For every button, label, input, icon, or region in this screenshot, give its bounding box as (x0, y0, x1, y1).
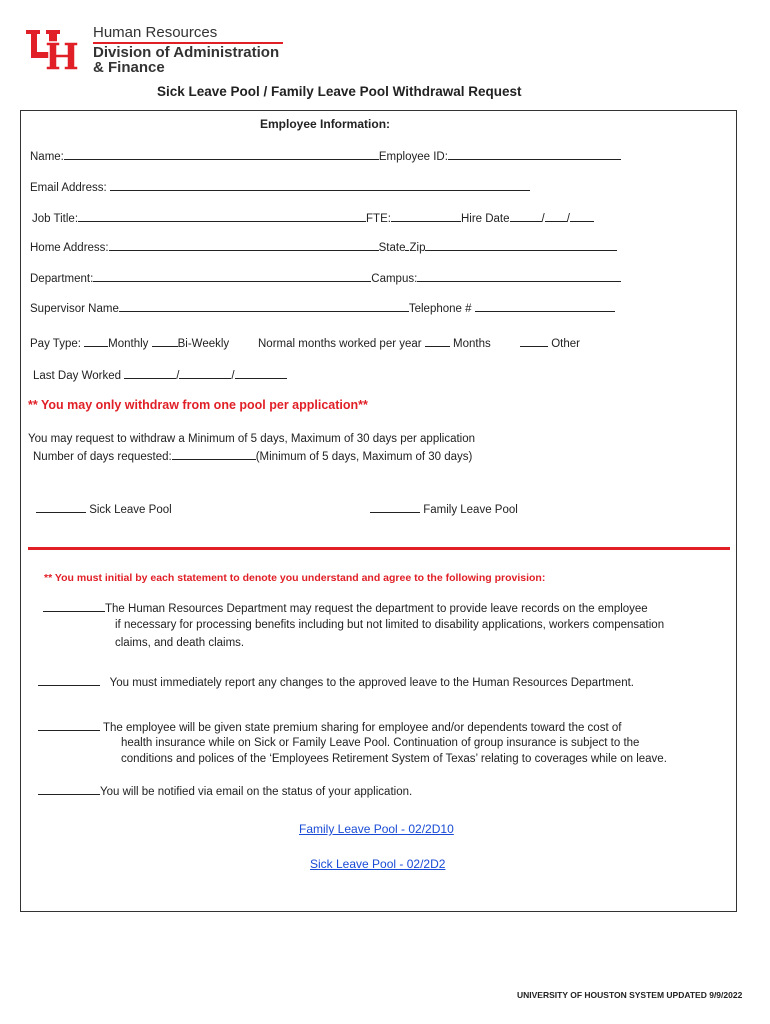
other-field[interactable] (520, 336, 548, 347)
monthly-label: Monthly (108, 338, 149, 350)
zip-field[interactable] (425, 240, 617, 251)
request-line-2 (33, 449, 472, 463)
statement-2 (38, 675, 634, 689)
pay-type-label: Pay Type: (30, 338, 81, 350)
job-title-field[interactable] (78, 211, 366, 222)
org-line-1: Human Resources (93, 24, 218, 41)
statement-1-text: The Human Resources Department may request the department to provide leave records on the employee (105, 603, 648, 615)
uh-logo-icon (24, 28, 82, 72)
statement-1-line-2: if necessary for processing benefits including but not limited to disability applications, workers compensation (115, 619, 665, 631)
days-requested-note: (Minimum of 5 days, Maximum of 30 days) (255, 451, 473, 463)
uh-logo (24, 28, 82, 77)
last-day-label: Last Day Worked (33, 370, 121, 382)
fte-field[interactable] (391, 211, 461, 222)
telephone-label: Telephone # (408, 303, 472, 315)
address-row (30, 240, 617, 254)
statement-3-text: The employee will be given state premium sharing for employee and/or dependents toward the cost of (103, 722, 622, 734)
last-day-day[interactable] (179, 368, 231, 379)
department-label: Department: (30, 273, 94, 285)
sick-pool-field[interactable] (36, 502, 86, 513)
sick-leave-pool-link[interactable]: Sick Leave Pool - 02/2D2 (310, 857, 446, 871)
statement-4-initial[interactable] (38, 784, 100, 795)
sick-pool-label: Sick Leave Pool (89, 504, 172, 516)
campus-label: Campus: (371, 273, 418, 285)
last-day-month[interactable] (124, 368, 176, 379)
campus-field[interactable] (417, 271, 621, 282)
statement-4 (38, 784, 412, 798)
section-title: Employee Information: (260, 117, 391, 131)
statement-3 (38, 720, 621, 734)
statement-3-line-2: health insurance while on Sick or Family Leave Pool. Continuation of group insurance is subject to the (121, 737, 640, 749)
section-divider (28, 547, 730, 550)
family-pool-label: Family Leave Pool (423, 504, 518, 516)
hire-date-month[interactable] (510, 211, 542, 222)
initial-heading: ** You must initial by each statement to denote you understand and agree to the following provision: (44, 572, 546, 584)
supervisor-label: Supervisor Name (30, 303, 119, 315)
hire-date-year[interactable] (570, 211, 594, 222)
pay-type-row (30, 336, 229, 350)
monthly-field[interactable] (84, 336, 108, 347)
supervisor-row (30, 301, 615, 315)
footer-text: UNIVERSITY OF HOUSTON SYSTEM UPDATED 9/9/2022 (517, 990, 743, 1000)
job-row: Job Title: FTE: Hire Date / / (32, 211, 594, 225)
statement-4-text: You will be notified via email on the status of your application. (100, 786, 413, 798)
statement-2-text: You must immediately report any changes to the approved leave to the Human Resources Department. (109, 677, 634, 689)
other-row (520, 336, 580, 350)
biweekly-field[interactable] (152, 336, 178, 347)
email-row (30, 180, 530, 194)
employee-id-field[interactable] (448, 149, 621, 160)
job-title-label: Job Title: (32, 213, 79, 225)
months-worked-label: Normal months worked per year (258, 338, 422, 350)
org-line-3: & Finance (93, 59, 165, 76)
state-label: State (378, 242, 406, 254)
statement-1 (43, 601, 648, 615)
name-label: Name: (30, 151, 64, 163)
department-row (30, 271, 621, 285)
telephone-field[interactable] (475, 301, 615, 312)
family-pool-row (370, 502, 518, 516)
biweekly-label: Bi-Weekly (177, 338, 230, 350)
months-row (258, 336, 491, 350)
statement-3-initial[interactable] (38, 720, 100, 731)
home-address-field[interactable] (109, 240, 379, 251)
pool-warning: ** You may only withdraw from one pool per application** (28, 398, 368, 412)
days-requested-field[interactable] (172, 449, 256, 460)
days-requested-label: Number of days requested: (33, 451, 172, 463)
form-title: Sick Leave Pool / Family Leave Pool Withdrawal Request (157, 84, 522, 99)
hire-date-day[interactable] (545, 211, 567, 222)
statement-2-initial[interactable] (38, 675, 100, 686)
months-label: Months (453, 338, 491, 350)
other-label: Other (551, 338, 580, 350)
zip-label: Zip (409, 242, 426, 254)
fte-label: FTE: (366, 213, 391, 225)
sick-pool-row (36, 502, 172, 516)
supervisor-field[interactable] (119, 301, 409, 312)
statement-1-line-3: claims, and death claims. (115, 637, 245, 649)
name-field[interactable] (64, 149, 379, 160)
employee-id-label: Employee ID: (378, 151, 448, 163)
last-day-row: Last Day Worked / / (33, 368, 287, 382)
hire-date-label: Hire Date (460, 213, 510, 225)
org-line-2: Division of Administration (93, 44, 280, 61)
department-field[interactable] (93, 271, 371, 282)
email-field[interactable] (110, 180, 530, 191)
last-day-year[interactable] (235, 368, 287, 379)
months-worked-field[interactable] (425, 336, 450, 347)
request-line-1: You may request to withdraw a Minimum of 5 days, Maximum of 30 days per application (28, 433, 476, 445)
statement-3-line-3: conditions and polices of the ‘Employees Retirement System of Texas’ relating to coverages while on leave. (121, 753, 667, 765)
family-leave-pool-link[interactable]: Family Leave Pool - 02/2D10 (299, 822, 454, 836)
home-address-label: Home Address: (30, 242, 109, 254)
statement-1-initial[interactable] (43, 601, 105, 612)
email-label: Email Address: (30, 182, 107, 194)
family-pool-field[interactable] (370, 502, 420, 513)
name-row (30, 149, 621, 163)
